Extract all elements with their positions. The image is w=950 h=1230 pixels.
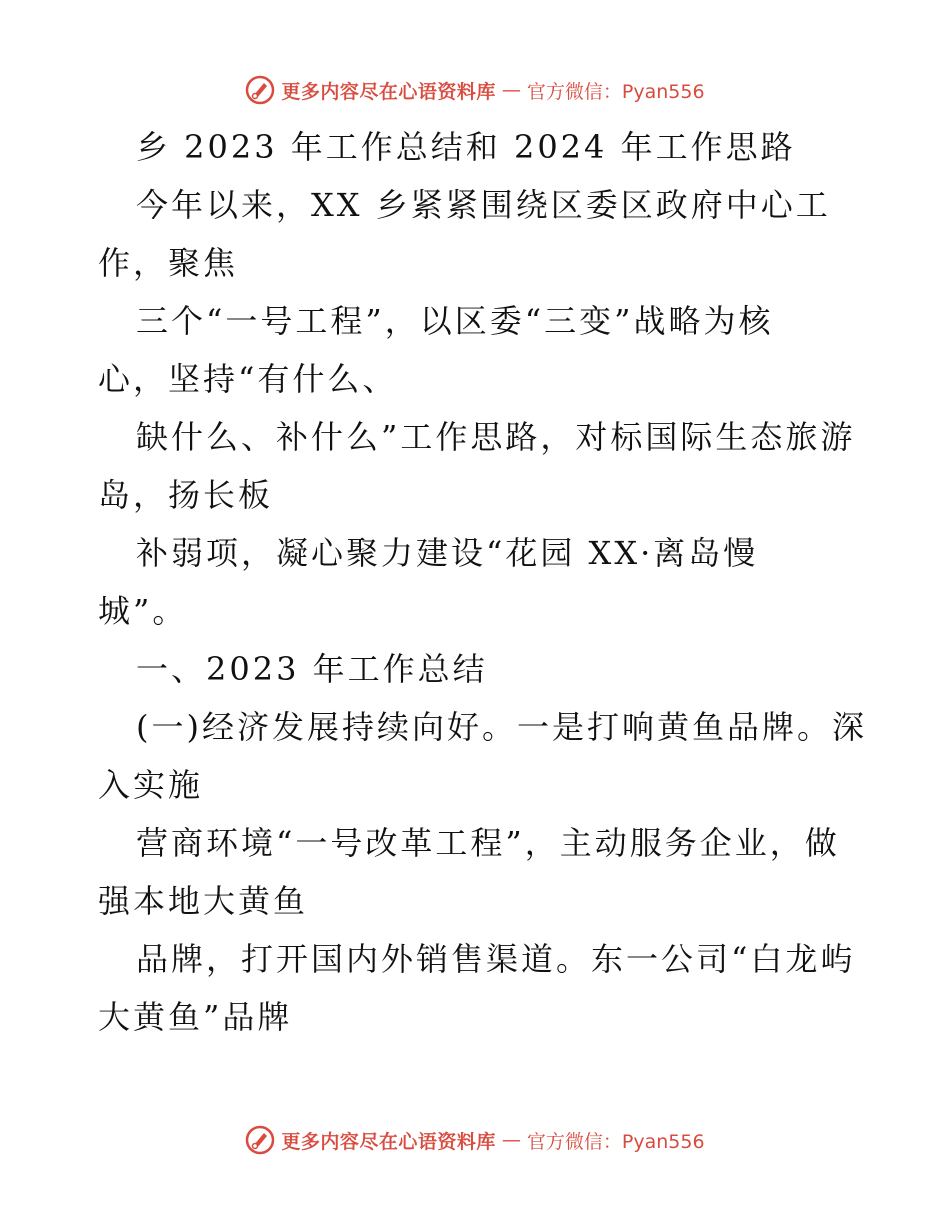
doc-line: 作，聚焦 <box>98 244 239 282</box>
doc-line: 心，坚持“有什么、 <box>98 360 398 398</box>
watermark-separator: — <box>501 79 521 101</box>
brand-logo-icon <box>245 1125 275 1155</box>
document-body <box>98 118 867 1046</box>
doc-line: 营商环境“一号改革工程”，主动服务企业，做 <box>136 824 840 862</box>
section-heading: 一、2023 年工作总结 <box>136 650 488 688</box>
watermark-header <box>0 72 950 108</box>
doc-line: 强本地大黄鱼 <box>98 882 309 920</box>
doc-line: 入实施 <box>98 766 204 804</box>
watermark-brand-text: 更多内容尽在心语资料库 <box>281 1130 496 1153</box>
watermark-contact-text: 官方微信：Pyan556 <box>526 80 705 103</box>
doc-line: 今年以来，XX 乡紧紧围绕区委区政府中心工 <box>136 186 831 224</box>
watermark-separator: — <box>501 1129 521 1151</box>
doc-line: (一)经济发展持续向好。一是打响黄鱼品牌。深 <box>136 708 867 746</box>
doc-line: 岛，扬长板 <box>98 476 274 514</box>
doc-line: 三个“一号工程”，以区委“三变”战略为核 <box>136 302 774 340</box>
doc-line: 城”。 <box>98 592 188 630</box>
doc-title-line: 乡 2023 年工作总结和 2024 年工作思路 <box>136 128 796 166</box>
doc-line: 缺什么、补什么”工作思路，对标国际生态旅游 <box>136 418 856 456</box>
brand-logo-icon <box>245 75 275 105</box>
watermark-contact-text: 官方微信：Pyan556 <box>526 1130 705 1153</box>
watermark-brand-text: 更多内容尽在心语资料库 <box>281 80 496 103</box>
watermark-footer <box>0 1122 950 1158</box>
doc-line: 大黄鱼”品牌 <box>98 998 293 1036</box>
doc-line: 品牌，打开国内外销售渠道。东一公司“白龙屿 <box>136 940 856 978</box>
doc-line: 补弱项，凝心聚力建设“花园 XX·离岛慢 <box>136 534 759 572</box>
